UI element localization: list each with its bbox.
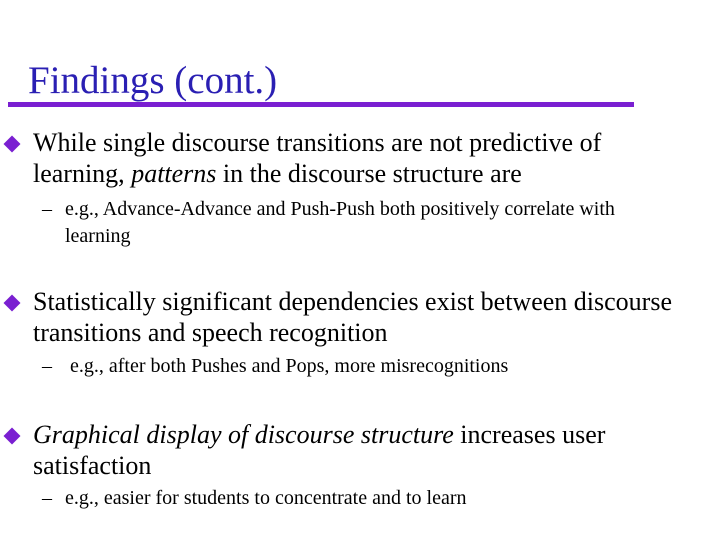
sub-bullet-1-text: e.g., Advance-Advance and Push-Push both positively correlate with learning — [65, 198, 615, 247]
sub-bullet-2-text: e.g., after both Pushes and Pops, more misrecognitions — [65, 355, 509, 377]
dash-marker: – — [42, 198, 52, 220]
slide-title: Findings (cont.) — [28, 59, 278, 102]
diamond-bullet-icon — [4, 136, 21, 153]
bullet-3-text-end: increases user satisfaction — [33, 420, 606, 480]
diamond-bullet-icon — [4, 428, 21, 445]
dash-marker: – — [42, 487, 52, 509]
diamond-bullet-icon — [4, 295, 21, 312]
bullet-1-text — [33, 127, 683, 189]
sub-bullet-3-text: e.g., easier for students to concentrate and to learn — [65, 487, 467, 509]
bullet-1-emphasis: patterns — [131, 159, 217, 188]
bullet-1-text-end: in the discourse structure are — [216, 159, 522, 188]
dash-marker: – — [42, 355, 52, 377]
bullet-1-text-start: While single discourse transitions are not predictive of learning, — [33, 128, 602, 188]
bullet-2-text: Statistically significant dependencies exist between discourse transitions and speech recognition — [33, 287, 672, 347]
bullet-3-emphasis: Graphical display of discourse structure — [33, 420, 454, 449]
bullet-3-text — [33, 419, 683, 481]
title-underline — [8, 102, 634, 107]
